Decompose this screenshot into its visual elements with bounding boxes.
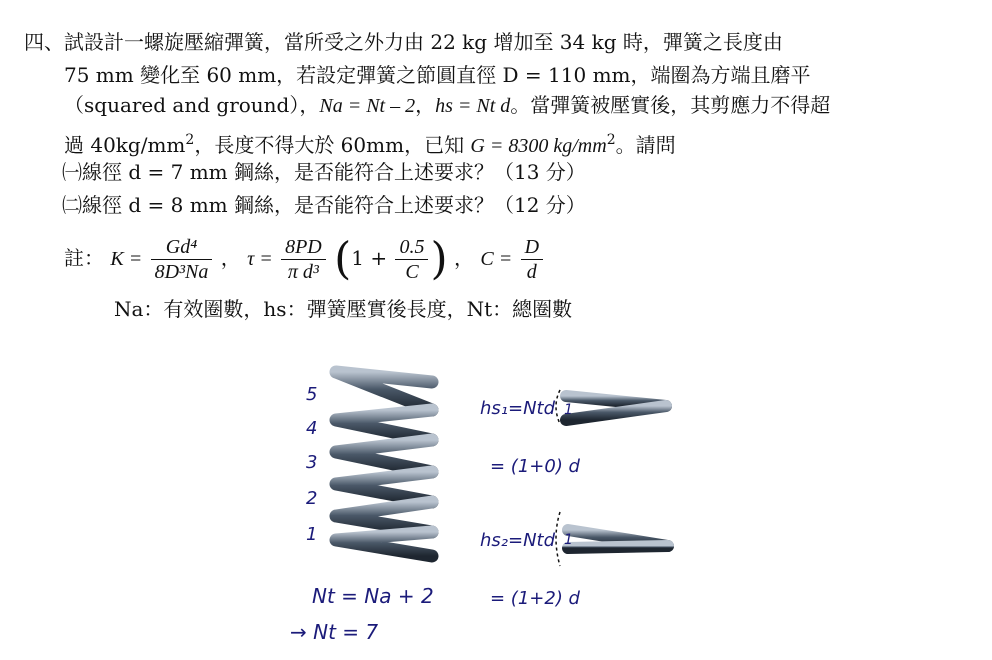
stress-limit: 過 40kg/mm bbox=[64, 133, 186, 157]
c-numerator: D bbox=[521, 236, 543, 260]
question-number: 四、 bbox=[24, 30, 64, 54]
hs2-annotation: hs₂=Ntd bbox=[480, 530, 556, 551]
k-numerator: Gd⁴ bbox=[151, 236, 213, 260]
part-1: ㈠線徑 d = 7 mm 鋼絲，是否能符合上述要求？（13 分） bbox=[62, 160, 586, 184]
coil-label-2: 2 bbox=[306, 488, 318, 509]
hs1-value: = (1+0) d bbox=[490, 456, 580, 477]
spring-compressed-2 bbox=[568, 516, 668, 562]
shear-modulus: G = 8300 kg/mm bbox=[470, 135, 607, 157]
k-label: K = bbox=[110, 248, 143, 270]
paren-numerator: 0.5 bbox=[395, 236, 428, 260]
squared-ground-text: （squared and ground）， bbox=[64, 93, 320, 117]
right-paren: ) bbox=[430, 233, 448, 285]
superscript-2b: 2 bbox=[606, 132, 616, 148]
part-2: ㈡線徑 d = 8 mm 鋼絲，是否能符合上述要求？（12 分） bbox=[62, 193, 586, 217]
c-denominator: d bbox=[526, 261, 537, 283]
spring-main bbox=[330, 356, 432, 560]
coil-label-3: 3 bbox=[306, 452, 318, 473]
tau-label: τ = bbox=[247, 248, 273, 270]
note-label: 註： bbox=[64, 246, 104, 270]
k-denominator: 8D³Na bbox=[154, 261, 209, 283]
bracket-1 bbox=[556, 390, 560, 424]
one-label-b: 1 bbox=[564, 532, 573, 548]
superscript-2: 2 bbox=[185, 132, 195, 148]
bracket-2 bbox=[556, 512, 560, 566]
question-text-4-tail: 。請問 bbox=[615, 133, 676, 157]
question-text-1: 試設計一螺旋壓縮彈簧，當所受之外力由 22 kg 增加至 34 kg 時，彈簧之長度由 bbox=[64, 30, 783, 54]
nt-formula: Nt = Na + 2 bbox=[312, 584, 434, 608]
c-label: C = bbox=[480, 248, 513, 270]
tau-numerator: 8PD bbox=[281, 236, 326, 260]
na-equation: Na = Nt – 2 bbox=[319, 95, 416, 117]
hs-equation: hs = Nt d bbox=[435, 95, 511, 117]
one-label-a: 1 bbox=[564, 402, 573, 418]
paren-denominator: C bbox=[405, 261, 419, 283]
hs1-annotation: hs₁=Ntd bbox=[480, 398, 556, 419]
length-limit: ，長度不得大於 60mm，已知 bbox=[194, 133, 471, 157]
coil-label-1: 1 bbox=[306, 524, 318, 545]
spring-compressed-1 bbox=[566, 396, 666, 420]
note-sep-2: ， bbox=[454, 246, 475, 270]
question-text-2: 75 mm 變化至 60 mm，若設定彈簧之節圓直徑 D = 110 mm，端圈為方端且磨平 bbox=[64, 63, 811, 87]
hs2-value: = (1+2) d bbox=[490, 588, 580, 609]
separator: ， bbox=[415, 93, 436, 117]
left-paren: ( bbox=[334, 233, 352, 285]
nt-result: → Nt = 7 bbox=[290, 620, 379, 644]
question-text-3-tail: 。當彈簧被壓實後，其剪應力不得超 bbox=[510, 93, 831, 117]
note-sep-1: ， bbox=[220, 246, 241, 270]
coil-label-4: 4 bbox=[306, 418, 318, 439]
tau-denominator: π d³ bbox=[287, 261, 319, 283]
paren-content: 1 + bbox=[351, 246, 388, 270]
legend-text: Na：有效圈數，hs：彈簧壓實後長度，Nt：總圈數 bbox=[114, 297, 573, 321]
coil-label-5: 5 bbox=[306, 384, 318, 405]
